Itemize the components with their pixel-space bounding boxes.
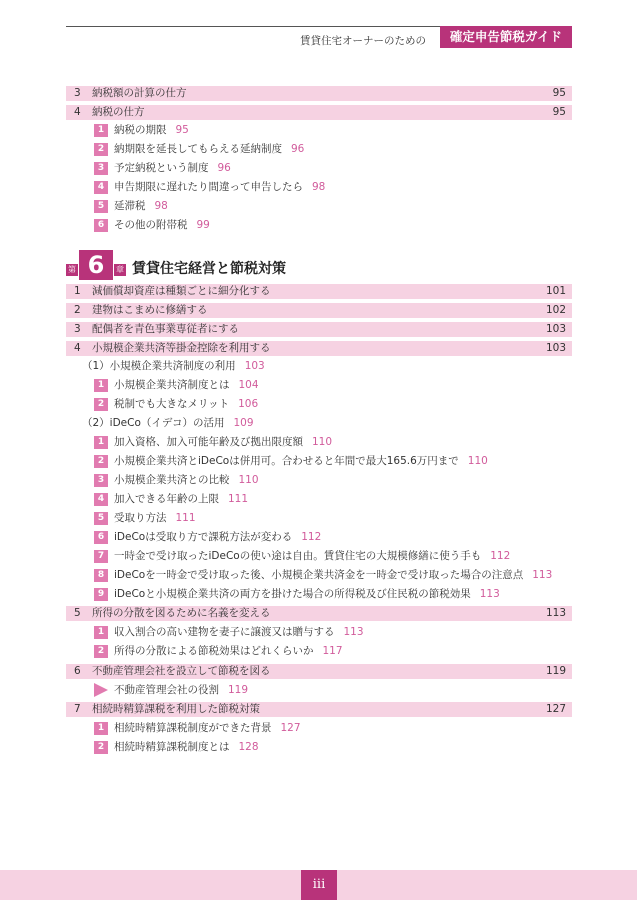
item-title: iDeCoを一時金で受け取った後、小規模企業共済金を一時金で受け取った場合の注意点: [114, 569, 524, 581]
item-title: 延滞税: [114, 200, 146, 212]
item-page: 110: [312, 436, 333, 448]
toc-item[interactable]: [94, 644, 343, 659]
item-page: 110: [238, 474, 259, 486]
chapter-prefix: 第: [68, 265, 76, 274]
item-title: 小規模企業共済とiDeCoは併用可。合わせると年間で最大165.6万円まで: [114, 455, 459, 467]
subsection-page: 109: [233, 417, 254, 429]
chapter-title: 賃貸住宅経営と節税対策: [132, 261, 286, 277]
item-page: 113: [479, 588, 500, 600]
item-number-badge: 6: [94, 531, 108, 544]
item-page: 96: [291, 143, 305, 155]
subsection-page: 103: [244, 360, 265, 372]
item-number-badge: 2: [94, 398, 108, 411]
item-number-badge: 3: [94, 162, 108, 175]
section-number: 5: [74, 607, 81, 619]
item-number-badge: 2: [94, 143, 108, 156]
section-page: 95: [552, 106, 566, 118]
item-number-badge: 1: [94, 379, 108, 392]
toc-subsection[interactable]: [82, 416, 254, 431]
section-page: 95: [552, 87, 566, 99]
toc-item[interactable]: [94, 587, 500, 602]
item-page: 119: [228, 684, 249, 696]
item-number-badge: 2: [94, 645, 108, 658]
item-number-badge: 1: [94, 436, 108, 449]
toc-item[interactable]: [94, 683, 248, 698]
item-page: 96: [217, 162, 231, 174]
page-number: iii: [301, 870, 337, 900]
section-title: 小規模企業共済等掛金控除を利用する: [92, 342, 271, 354]
item-number-badge: 2: [94, 741, 108, 754]
item-title: 一時金で受け取ったiDeCoの使い途は自由。賃貸住宅の大規模修繕に使う手も: [114, 550, 482, 562]
item-title: 納期限を延長してもらえる延納制度: [114, 143, 282, 155]
item-page: 127: [280, 722, 301, 734]
section-title: 所得の分散を図るために名義を変える: [92, 607, 271, 619]
item-number-badge: 9: [94, 588, 108, 601]
section-title: 納税の仕方: [92, 106, 145, 118]
toc-section[interactable]: [66, 702, 572, 717]
toc-item[interactable]: [94, 435, 332, 450]
toc-item[interactable]: [94, 199, 168, 214]
section-page: 113: [545, 607, 566, 619]
toc-section[interactable]: [66, 322, 572, 337]
item-number-badge: 4: [94, 181, 108, 194]
item-title: iDeCoは受取り方で課税方法が変わる: [114, 531, 293, 543]
item-title: 加入できる年齢の上限: [114, 493, 219, 505]
subsection-title: （2）iDeCo（イデコ）の活用: [82, 417, 225, 429]
item-title: 相続時精算課税制度ができた背景: [114, 722, 272, 734]
item-title: 所得の分散による節税効果はどれくらいか: [114, 645, 314, 657]
toc-item[interactable]: [94, 740, 259, 755]
item-page: 95: [175, 124, 189, 136]
item-page: 112: [301, 531, 322, 543]
item-number-badge: 5: [94, 512, 108, 525]
item-page: 111: [175, 512, 196, 524]
header-subtitle: 賃貸住宅オーナーのための: [300, 35, 426, 47]
section-number: 4: [74, 342, 81, 354]
section-number: 6: [74, 665, 81, 677]
item-title: 収入割合の高い建物を妻子に譲渡又は贈与する: [114, 626, 335, 638]
toc-item[interactable]: [94, 180, 325, 195]
item-number-badge: 6: [94, 219, 108, 232]
toc-item[interactable]: [94, 549, 510, 564]
section-title: 減価償却資産は種類ごとに細分化する: [92, 285, 271, 297]
section-page: 103: [545, 323, 566, 335]
item-title: 納税の期限: [114, 124, 167, 136]
item-number-badge: 7: [94, 550, 108, 563]
toc-item[interactable]: [94, 625, 364, 640]
item-page: 104: [238, 379, 259, 391]
section-title: 配偶者を青色事業専従者にする: [92, 323, 239, 335]
section-number: 4: [74, 106, 81, 118]
item-title: 不動産管理会社の役割: [114, 684, 219, 696]
toc-section[interactable]: [66, 303, 572, 318]
item-page: 98: [154, 200, 168, 212]
toc-item[interactable]: [94, 218, 210, 233]
toc-section[interactable]: [66, 284, 572, 299]
toc-item[interactable]: [94, 397, 258, 412]
toc-item[interactable]: [94, 473, 259, 488]
item-page: 98: [312, 181, 326, 193]
subsection-title: （1）小規模企業共済制度の利用: [82, 360, 236, 372]
section-title: 建物はこまめに修繕する: [92, 304, 208, 316]
item-title: 予定納税という制度: [114, 162, 209, 174]
section-title: 不動産管理会社を設立して節税を図る: [92, 665, 271, 677]
item-title: 受取り方法: [114, 512, 167, 524]
item-number-badge: 1: [94, 722, 108, 735]
section-page: 102: [545, 304, 566, 316]
item-number-badge: 1: [94, 626, 108, 639]
item-title: 小規模企業共済制度とは: [114, 379, 230, 391]
toc-section[interactable]: [66, 86, 572, 101]
toc-item[interactable]: [94, 378, 259, 393]
item-title: 相続時精算課税制度とは: [114, 741, 230, 753]
item-title: 小規模企業共済との比較: [114, 474, 230, 486]
item-title: 申告期限に遅れたり間違って申告したら: [114, 181, 303, 193]
toc-item[interactable]: [94, 123, 189, 138]
item-page: 110: [467, 455, 488, 467]
toc-item[interactable]: [94, 511, 196, 526]
item-page: 112: [490, 550, 511, 562]
item-page: 111: [228, 493, 249, 505]
section-title: 相続時精算課税を利用した節税対策: [92, 703, 260, 715]
chapter-number: 6: [79, 250, 113, 280]
toc-section[interactable]: [66, 341, 572, 356]
toc-item[interactable]: [94, 530, 321, 545]
section-number: 1: [74, 285, 81, 297]
toc-item[interactable]: [94, 161, 231, 176]
section-page: 127: [545, 703, 566, 715]
section-number: 2: [74, 304, 81, 316]
item-title: 加入資格、加入可能年齢及び拠出限度額: [114, 436, 303, 448]
toc-item[interactable]: [94, 568, 552, 583]
item-title: iDeCoと小規模企業共済の両方を掛けた場合の所得税及び住民税の節税効果: [114, 588, 471, 600]
item-number-badge: 2: [94, 455, 108, 468]
chapter-suffix: 章: [116, 265, 124, 274]
section-page: 103: [545, 342, 566, 354]
toc-item[interactable]: [94, 142, 304, 157]
item-number-badge: 3: [94, 474, 108, 487]
section-number: 7: [74, 703, 81, 715]
item-title: その他の附帯税: [114, 219, 188, 231]
header-title: 確定申告節税ガイド: [440, 26, 572, 48]
item-page: 113: [532, 569, 553, 581]
item-page: 99: [196, 219, 210, 231]
toc-section[interactable]: [66, 606, 572, 621]
item-page: 117: [322, 645, 343, 657]
toc-section[interactable]: [66, 664, 572, 679]
arrow-icon: [94, 683, 108, 697]
section-number: 3: [74, 87, 81, 99]
item-page: 106: [238, 398, 259, 410]
section-page: 101: [545, 285, 566, 297]
item-page: 128: [238, 741, 259, 753]
toc-section[interactable]: [66, 105, 572, 120]
item-number-badge: 4: [94, 493, 108, 506]
toc-subsection[interactable]: [82, 359, 265, 374]
toc-item[interactable]: [94, 492, 248, 507]
item-number-badge: 5: [94, 200, 108, 213]
item-title: 税制でも大きなメリット: [114, 398, 230, 410]
toc-item[interactable]: [94, 454, 488, 469]
section-title: 納税額の計算の仕方: [92, 87, 187, 99]
section-page: 119: [545, 665, 566, 677]
section-number: 3: [74, 323, 81, 335]
item-number-badge: 1: [94, 124, 108, 137]
item-page: 113: [343, 626, 364, 638]
toc-item[interactable]: [94, 721, 301, 736]
item-number-badge: 8: [94, 569, 108, 582]
